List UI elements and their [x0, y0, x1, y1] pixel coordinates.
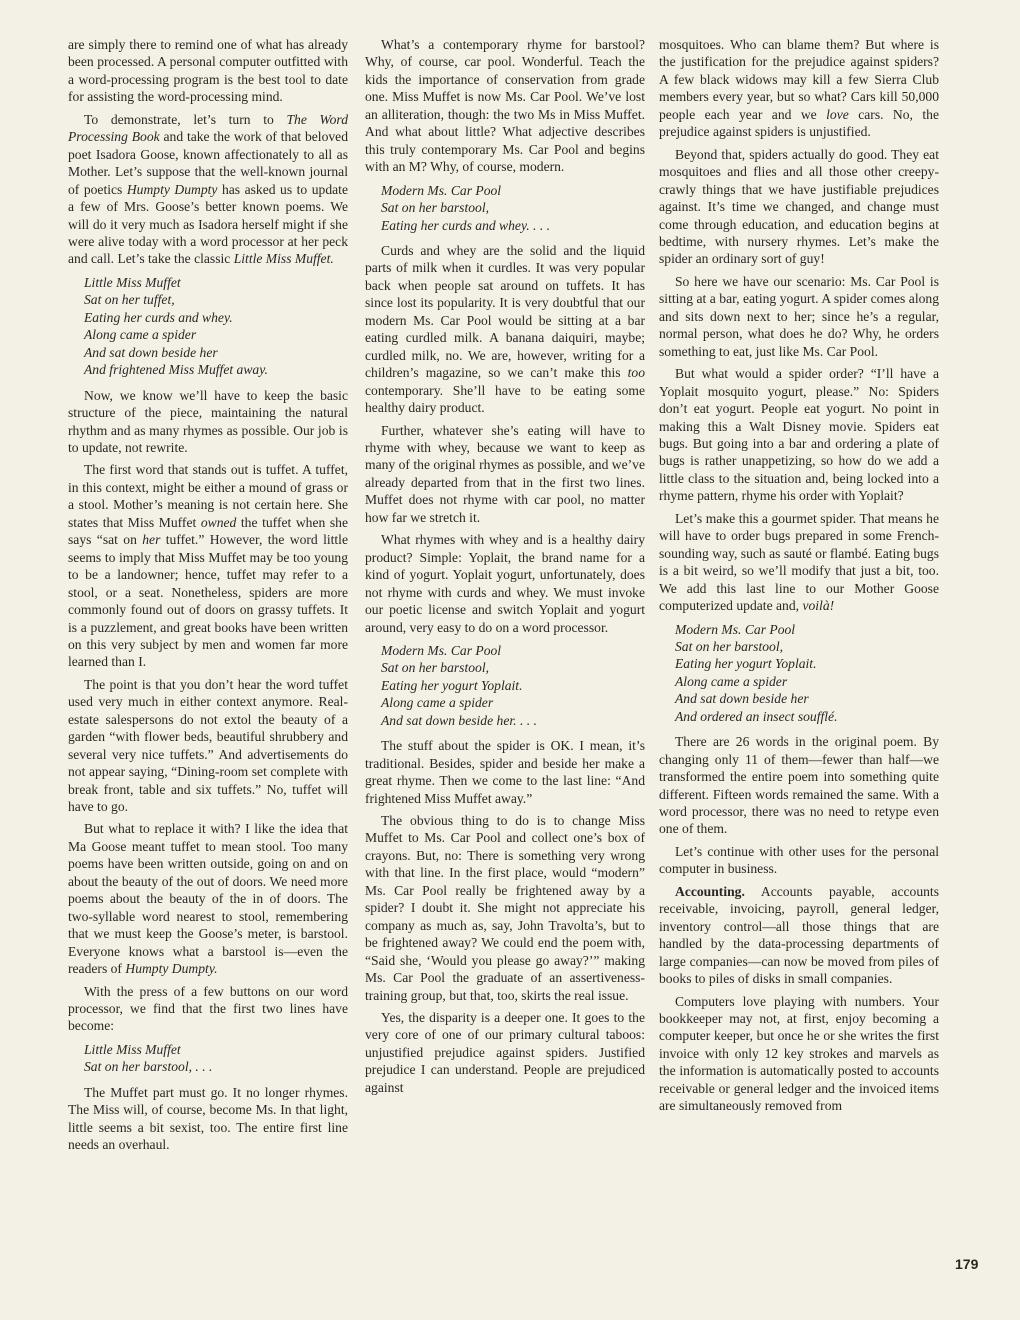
- text-column-middle: [365, 36, 645, 1101]
- poem-original: [84, 274, 348, 379]
- paragraph: So here we have our scenario: Ms. Car Pool is sitting at a bar, eating yogurt. A spider comes along and sits down next to her; since he’s a regular, normal person, what does he do? Why, he orders something to eat, just like Ms. Car Pool.: [659, 273, 939, 359]
- poem-line: Sat on her barstool, . . .: [84, 1059, 213, 1075]
- poem-line: Little Miss Muffet: [84, 1041, 181, 1057]
- poem-draft-1: [84, 1041, 348, 1076]
- poem-line: Along came a spider: [84, 327, 197, 343]
- paragraph: The point is that you don’t hear the word tuffet used very much in either context anymore. Real-estate salespersons do not extol the beauty of a garden “with flower beds, beautiful shrubbery and several very nice tuffets.” And advertisements do not appear saying, “Dining-room set complete with break front, table and six tuffets.” No, tuffet will have to go.: [68, 676, 348, 815]
- poem-line: And sat down beside her: [675, 691, 809, 707]
- poem-line: Eating her yogurt Yoplait.: [675, 656, 817, 672]
- poem-line: Eating her curds and whey.: [84, 309, 233, 325]
- paragraph: The stuff about the spider is OK. I mean, it’s traditional. Besides, spider and beside her make a great rhyme. Then we come to the last line: “And frightened Miss Muffet away.”: [365, 738, 645, 806]
- paragraph: Further, whatever she’s eating will have to rhyme with whey, because we want to keep as many of the original rhymes as possible, and we’ve already departed from that in the first two lines. Muffet does not rhyme with car pool, no matter how far we stretch it.: [365, 422, 645, 525]
- poem-line: Sat on her barstool,: [381, 660, 489, 676]
- paragraph: The obvious thing to do is to change Miss Muffet to Ms. Car Pool and collect one’s box of crayons. But, no: There is something very wrong with that line. In the first place, would “modern” Ms. Car Pool really be frightened away by a spider? I doubt it. She might not appreciate his company as much as, say, John Travolta’s, but to be frightened away? We could end the poem with, “Said she, ‘Would you please go away?’” making Ms. Car Pool the graduate of an assertiveness-training group, but that, too, skirts the real issue.: [365, 813, 645, 1003]
- poem-line: Sat on her tuffet,: [84, 292, 175, 308]
- paragraph: Curds and whey are the solid and the liquid parts of milk when it curdles. It was very popular back when people sat around on tuffets. It has since lost its popularity. It is very doubtful that our modern Ms. Car Pool would be sitting at a bar eating curdled milk. A banana daiquiri, maybe; curdled milk, no. We are, however, writing for a children’s magazine, so we can’t make this too contemporary. She’ll have to be eating some healthy dairy product.: [365, 242, 645, 416]
- poem-draft-2: [381, 182, 645, 234]
- journal-title: Humpty Dumpty: [126, 181, 218, 197]
- poem-line: Along came a spider: [675, 673, 788, 689]
- poem-draft-3: [381, 642, 645, 729]
- paragraph: The Muffet part must go. It no longer rhymes. The Miss will, of course, become Ms. In that light, little seems a bit sexist, too. The entire first line needs an overhaul.: [68, 1084, 348, 1153]
- paragraph: With the press of a few buttons on our word processor, we find that the first two lines have become:: [68, 983, 348, 1034]
- poem-line: Eating her curds and whey. . . .: [381, 217, 551, 233]
- poem-line: And frightened Miss Muffet away.: [84, 362, 268, 378]
- paragraph: Yes, the disparity is a deeper one. It goes to the very core of one of our primary cultural taboos: unjustified prejudice against spiders. Justified prejudice I can understand. People are prejudiced against: [365, 1010, 645, 1095]
- page-number: 179: [955, 1256, 979, 1272]
- paragraph: Beyond that, spiders actually do good. They eat mosquitoes and flies and all those other creepy-crawly things that we have justifiable prejudices against. It’s time we changed, and change must come through education, and education begins at bedtime, with nursery rhymes. Let’s make the spider an ordinary sort of guy!: [659, 146, 939, 267]
- poem-line: Little Miss Muffet: [84, 274, 181, 290]
- poem-line: Sat on her barstool,: [381, 200, 489, 216]
- poem-line: Eating her yogurt Yoplait.: [381, 677, 523, 693]
- paragraph: mosquitoes. Who can blame them? But where is the justification for the prejudice against spiders? A few black widows may kill a few Sierra Club members every year, but so what? Cars kill 50,000 people each year and we love cars. No, the prejudice against spiders is unjustified.: [659, 37, 939, 140]
- paragraph: Let’s make this a gourmet spider. That means he will have to order bugs prepared in some French-sounding way, such as sauté or flambé. Eating bugs is a bit weird, so we’ll modify that just a bit, too. We add this last line to our Mother Goose computerized update and, voilà!: [659, 510, 939, 614]
- paragraph: are simply there to remind one of what has already been processed. A personal computer outfitted with a word-processing program is the best tool to date for assisting the word-processing mind.: [68, 37, 348, 105]
- poem-line: Sat on her barstool,: [675, 638, 783, 654]
- poem-line: And sat down beside her: [84, 344, 218, 360]
- journal-title: Humpty Dumpty.: [125, 961, 218, 977]
- poem-final: [675, 621, 939, 726]
- poem-line: Along came a spider: [381, 695, 494, 711]
- book-title: The Word Processing Book: [68, 111, 349, 145]
- paragraph: To demonstrate, let’s turn to The Word Processing Book and take the work of that beloved poet Isadora Goose, known affectionately to all as Mother. Let’s suppose that the well-known journal of poetics Humpty Dumpty has asked us to update a few of Mrs. Goose’s better known poems. We will do it very much as Isadora herself might if she were alive today with a word processor at her peck and call. Let’s take the classic Little Miss Muffet.: [68, 111, 349, 267]
- poem-line: Modern Ms. Car Pool: [381, 642, 502, 658]
- poem-line: Modern Ms. Car Pool: [675, 621, 796, 637]
- poem-line: And ordered an insect soufflé.: [675, 708, 838, 724]
- poem-title: Little Miss Muffet.: [233, 251, 334, 267]
- text-column-right: [659, 36, 939, 1120]
- poem-line: And sat down beside her. . . .: [381, 712, 537, 728]
- poem-line: Modern Ms. Car Pool: [381, 182, 502, 198]
- paragraph: Now, we know we’ll have to keep the basic structure of the piece, maintaining the natural rhythm and as many rhymes as possible. Our job is to update, not rewrite.: [68, 387, 348, 455]
- section-heading: Accounting.: [675, 883, 745, 899]
- paragraph: Let’s continue with other uses for the personal computer in business.: [659, 843, 939, 877]
- paragraph: The first word that stands out is tuffet. A tuffet, in this context, might be either a mound of grass or a stool. Mother’s meaning is not certain here. She states that Miss Muffet owned the tuffet when she says “sat on her tuffet.” However, the word little seems to imply that Miss Muffet may be too young to be a landowner; hence, tuffet may refer to a stool, or a seat. Nonetheless, spiders are more commonly found out of doors on grassy tuffets. It is a puzzlement, and great books have been written on this very subject by men and women far more learned than I.: [68, 462, 348, 670]
- paragraph: Computers love playing with numbers. Your bookkeeper may not, at first, enjoy becoming a computer keeper, but once he or she writes the first invoice with only 12 key strokes and marvels as the information is automatically posted to accounts receivable or general ledger and the invoiced items are simultaneously removed from: [659, 993, 939, 1114]
- paragraph: Accounting. Accounts payable, accounts receivable, invoicing, payroll, general ledger, inventory control—all those things that are handled by the data-processing departments of large companies—can now be moved from piles of books to piles of disks in small companies.: [659, 883, 939, 987]
- paragraph: What rhymes with whey and is a healthy dairy product? Simple: Yoplait, the brand name for a kind of yogurt. Yoplait yogurt, unfortunately, does not rhyme with curds and whey. We must invoke our poetic license and switch Yoplait and yogurt around, very easy to do on a word processor.: [365, 532, 645, 635]
- text-column-left: [68, 36, 348, 1159]
- paragraph: But what to replace it with? I like the idea that Ma Goose meant tuffet to mean stool. Too many poems have been written outside, going on and on about the beauty of the out of doors. We need more poems about the beauty of the in of doors. The two-syllable word nearest to stool, remembering that we must keep the Goose’s meter, is barstool. Everyone knows what a barstool is—even the readers of Humpty Dumpty.: [68, 821, 348, 977]
- paragraph: But what would a spider order? “I’ll have a Yoplait mosquito yogurt, please.” No: Spiders don’t eat yogurt. People eat yogurt. No point in making this a Walt Disney movie. Spiders eat bugs. But going into a bar and ordering a plate of bugs is rather unappetizing, so how do we add a little class to the situation and, being locked into a rhyme pattern, rhyme his order with Yoplait?: [659, 366, 939, 504]
- paragraph: There are 26 words in the original poem. By changing only 11 of them—fewer than half—we transformed the entire poem into something quite different. Fifteen words remained the same. With a word processor, there was no need to retype even one of them.: [659, 734, 939, 837]
- paragraph: What’s a contemporary rhyme for barstool? Why, of course, car pool. Wonderful. Teach the kids the importance of conservation from grade one. Miss Muffet is now Ms. Car Pool. We’ve lost an alliteration, though: the two Ms in Miss Muffet. And what about little? What adjective describes this truly contemporary Ms. Car Pool and begins with an M? Why, of course, modern.: [365, 37, 645, 175]
